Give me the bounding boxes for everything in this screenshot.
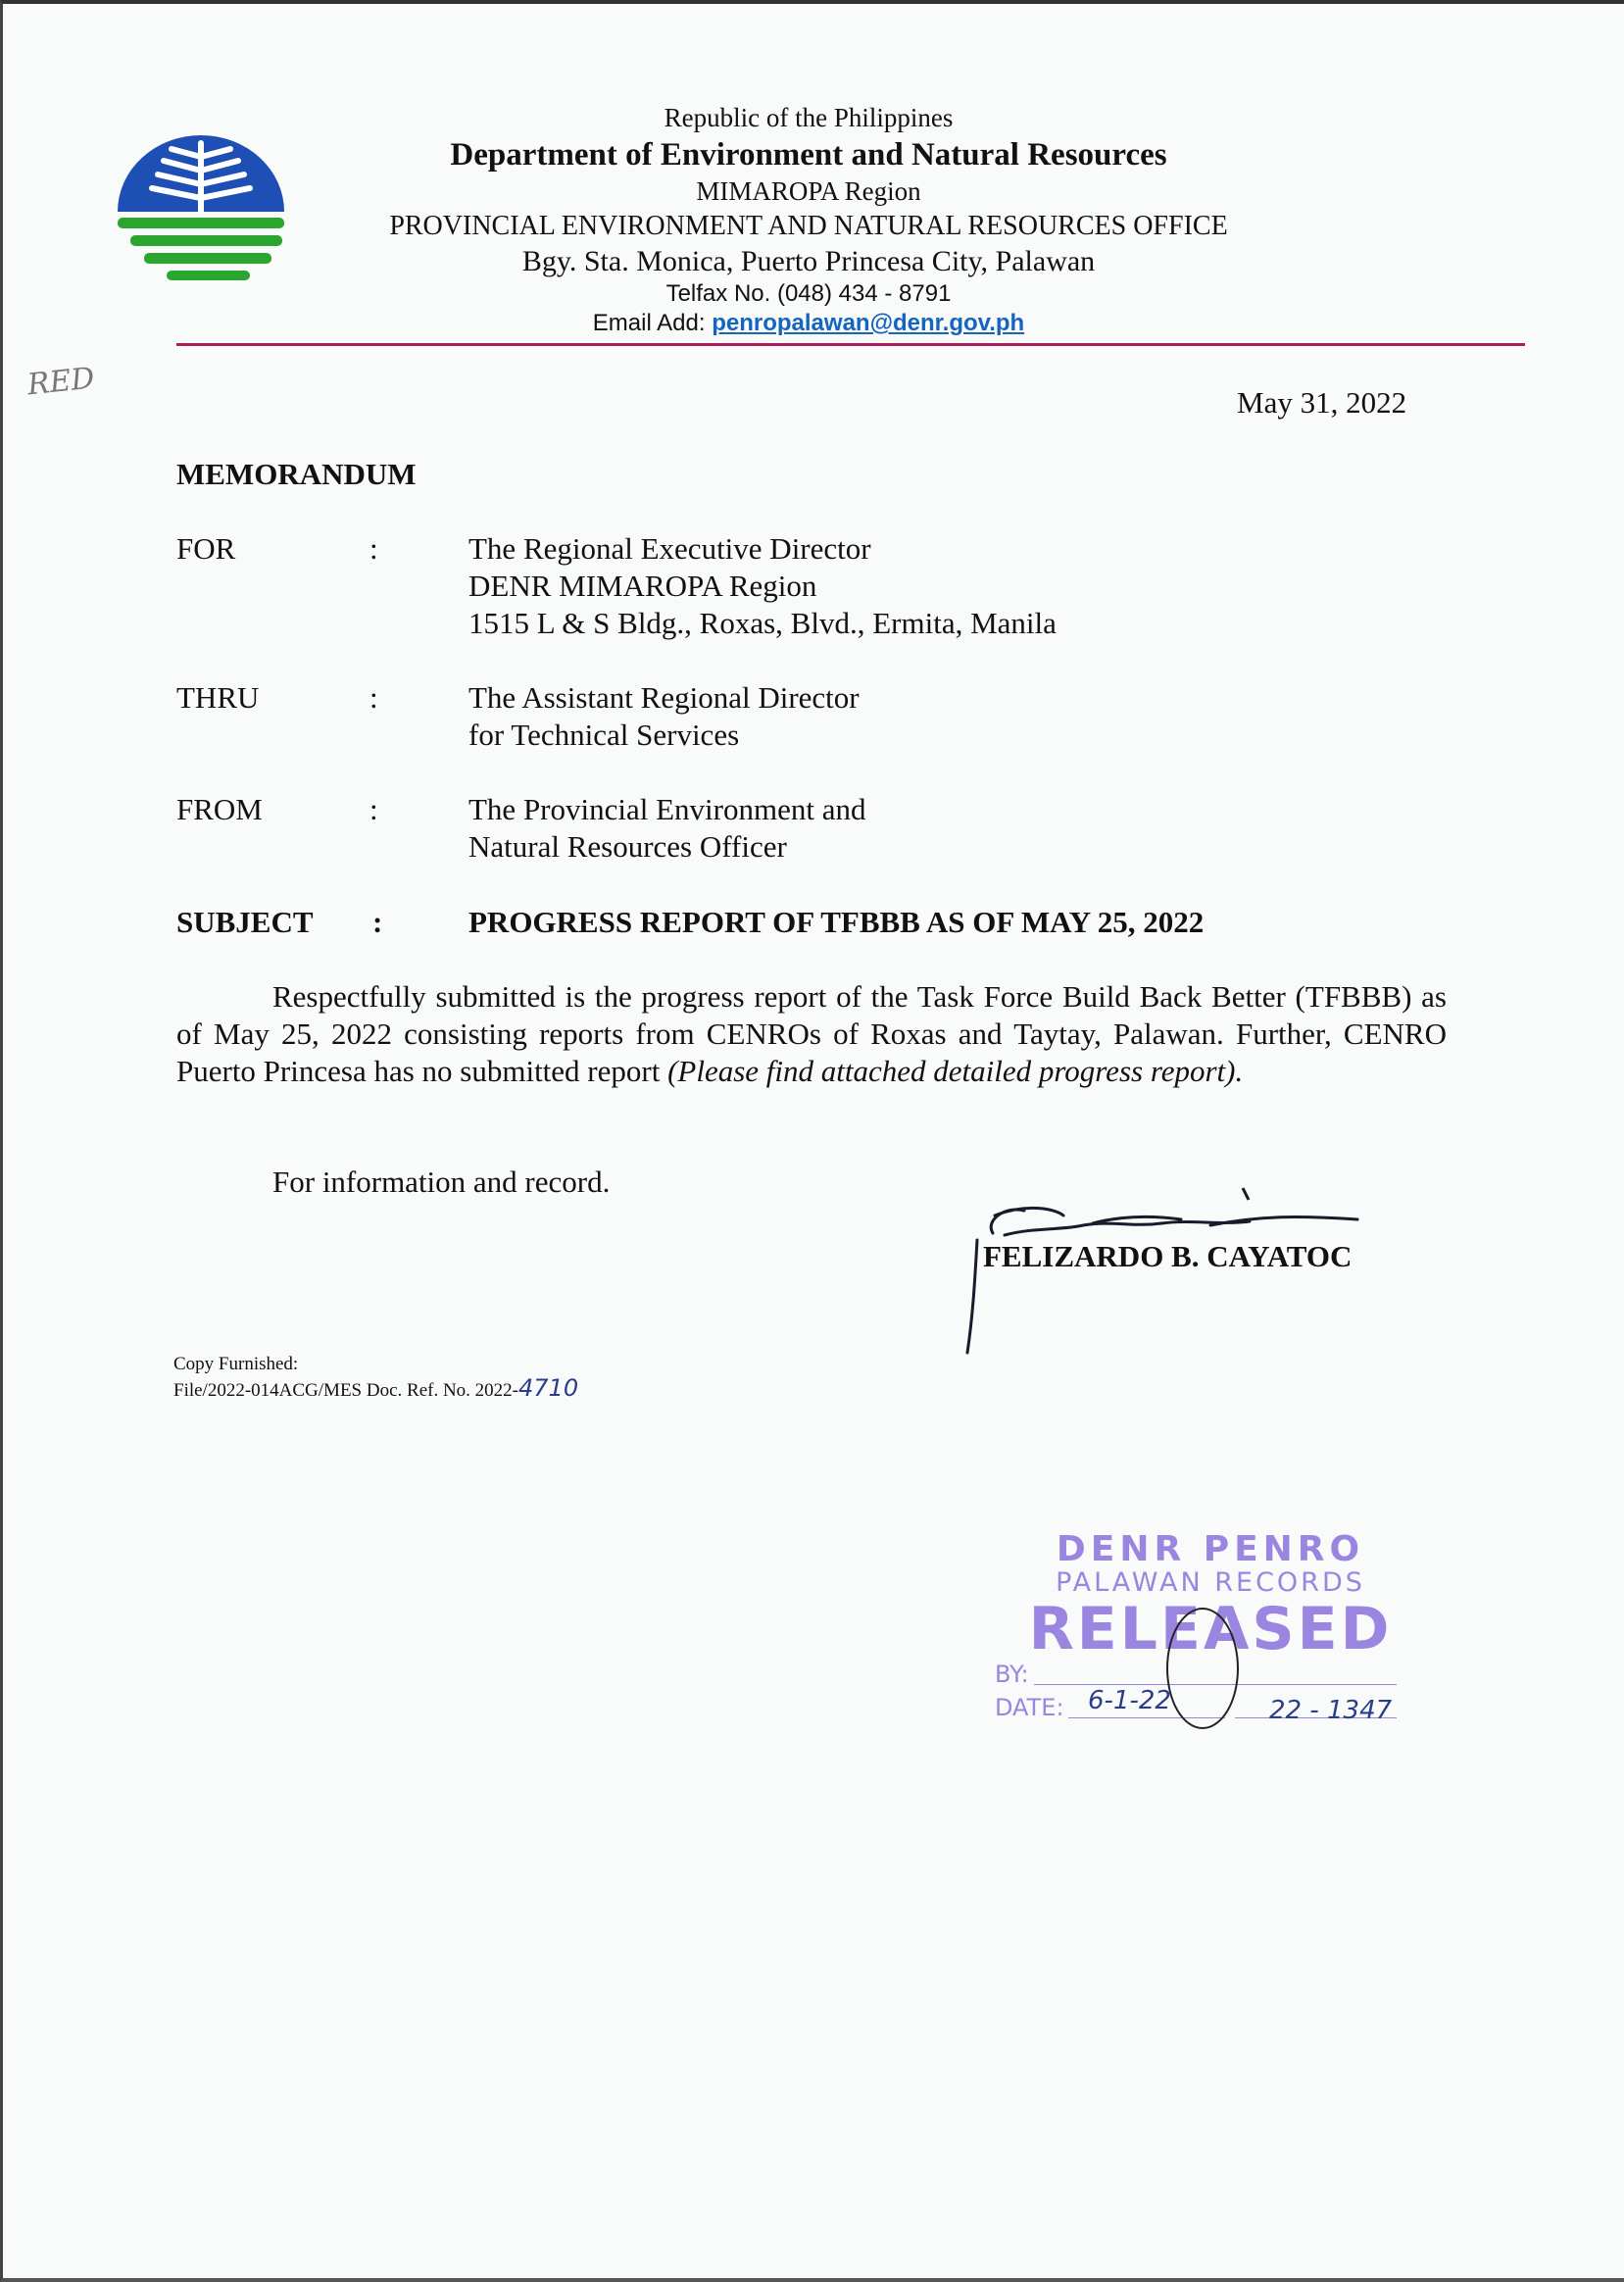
letterhead-telfax: Telfax No. (048) 434 - 8791 — [665, 280, 952, 308]
stamp-date-value: 6-1-22 — [1088, 1686, 1171, 1715]
doc-ref-line — [173, 1376, 578, 1403]
letterhead-department: Department of Environment and Natural Resources — [450, 136, 1167, 173]
header-from-line: The Provincial Environment and — [468, 792, 866, 826]
header-colon: : — [369, 680, 378, 715]
memo-body-italic: (Please find attached detailed progress report). — [667, 1054, 1244, 1088]
stamp-records: PALAWAN RECORDS — [1056, 1567, 1365, 1598]
letterhead-office: PROVINCIAL ENVIRONMENT AND NATURAL RESOURCES OFFICE — [389, 210, 1228, 241]
letterhead-region: MIMAROPA Region — [696, 176, 921, 206]
header-thru-line: The Assistant Regional Director — [468, 680, 860, 715]
header-for-line: The Regional Executive Director — [468, 531, 871, 566]
signature-scribble-icon — [965, 1186, 1416, 1363]
header-for-value — [468, 530, 1351, 642]
stamp-date-label: DATE: — [995, 1694, 1064, 1721]
signatory-name: FELIZARDO B. CAYATOC — [983, 1239, 1353, 1273]
stamp-circle-mark — [1166, 1608, 1239, 1729]
stamp-office: DENR PENRO — [1056, 1529, 1365, 1569]
memo-title: MEMORANDUM — [176, 457, 417, 491]
header-from-label: FROM — [176, 792, 263, 826]
header-from-value — [468, 791, 1351, 866]
header-colon: : — [372, 905, 383, 939]
copy-furnished-label: Copy Furnished: — [173, 1354, 299, 1374]
stamp-released: RELEASED — [1028, 1595, 1393, 1663]
stamp-no-value: 22 - 1347 — [1269, 1696, 1393, 1725]
denr-logo-icon — [113, 135, 289, 292]
letterhead-country: Republic of the Philippines — [664, 103, 954, 132]
memo-body — [176, 978, 1447, 1090]
header-thru-value — [468, 679, 1351, 754]
header-for-line: 1515 L & S Bldg., Roxas, Blvd., Ermita, Manila — [468, 606, 1057, 640]
email-label: Email Add: — [592, 310, 706, 337]
header-for-line: DENR MIMAROPA Region — [468, 569, 817, 603]
memo-date: May 31, 2022 — [1237, 385, 1407, 420]
email-link[interactable]: penropalawan@denr.gov.ph — [712, 310, 1025, 337]
copy-furnished — [173, 1353, 578, 1403]
header-subject-value: PROGRESS REPORT OF TFBBB AS OF MAY 25, 2022 — [468, 905, 1205, 939]
header-colon: : — [369, 531, 378, 566]
letterhead-email-line — [294, 309, 1323, 338]
letterhead-divider — [176, 343, 1525, 346]
header-thru-label: THRU — [176, 680, 260, 715]
header-from-line: Natural Resources Officer — [468, 829, 787, 864]
header-subject — [176, 904, 1451, 943]
header-colon: : — [369, 792, 378, 826]
letterhead — [294, 102, 1323, 338]
memo-body-text: Respectfully submitted is the progress report of the Task Force Build Back Better (TFBBB) as of May 25, 2022 consisting reports from CENROs of Roxas and Taytay, Palawan. Further, CENRO Puerto Princesa has no submitted report — [176, 979, 1447, 1088]
header-thru — [176, 679, 1451, 758]
margin-handwritten-note: RED — [25, 361, 97, 403]
released-stamp — [995, 1529, 1426, 1727]
doc-ref-number: File/2022-014ACG/MES Doc. Ref. No. 2022- — [173, 1380, 519, 1401]
header-from — [176, 791, 1451, 869]
header-thru-line: for Technical Services — [468, 718, 740, 752]
doc-ref-handwritten: 4710 — [518, 1374, 579, 1402]
header-for — [176, 530, 1451, 648]
letterhead-address: Bgy. Sta. Monica, Puerto Princesa City, Palawan — [521, 244, 1096, 277]
header-subject-label: SUBJECT — [176, 905, 314, 939]
stamp-by-label: BY: — [995, 1661, 1029, 1688]
memo-closing: For information and record. — [272, 1165, 611, 1199]
header-for-label: FOR — [176, 531, 236, 566]
